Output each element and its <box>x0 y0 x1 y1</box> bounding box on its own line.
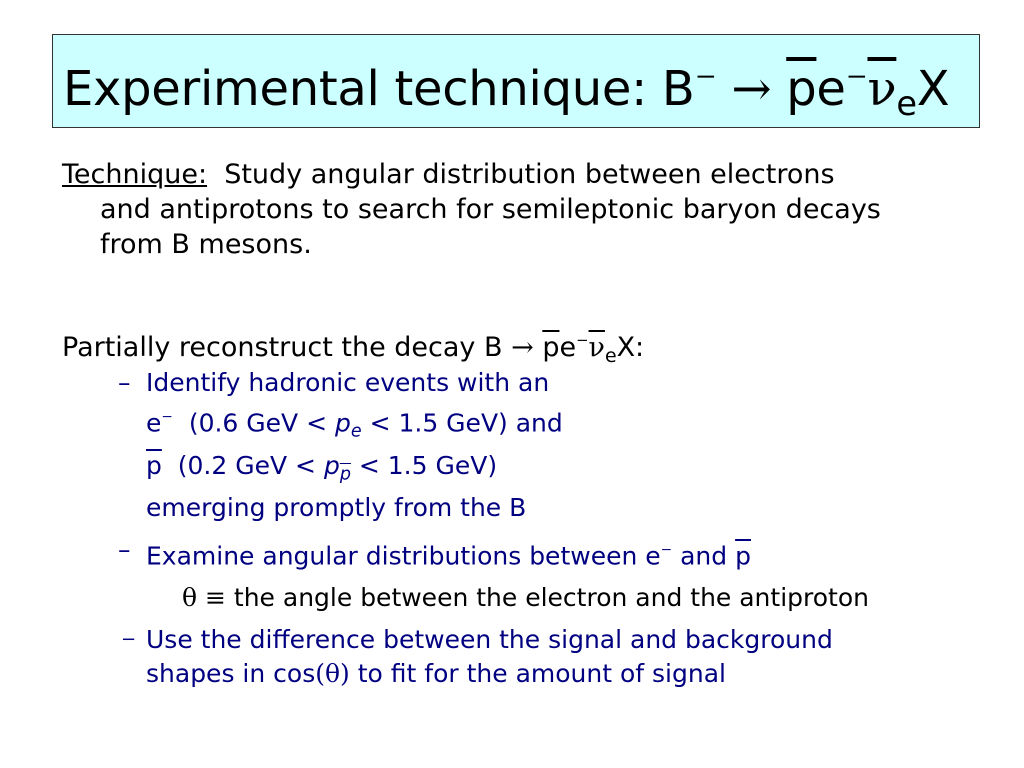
examine-minus: − <box>660 541 673 558</box>
sub-bullet-list <box>118 366 998 691</box>
bullet-identify-line-4: emerging promptly from the B <box>146 492 527 522</box>
bullet-dash: − <box>121 629 137 651</box>
antiproton-symbol: $\overline{p}$ <box>146 450 162 480</box>
electron-range-close: < 1.5 GeV) and <box>361 408 563 438</box>
momentum-symbol: p <box>334 408 351 438</box>
x-symbol: X <box>916 60 950 117</box>
reconstruct-neutrino-sub: e <box>604 344 617 367</box>
bullet-identify-line-1: Identify hadronic events with an <box>146 368 550 397</box>
theta-definition <box>118 581 998 615</box>
theta-symbol: (θ) <box>315 659 350 689</box>
bullet-dash: – <box>118 534 131 564</box>
reconstruct-arrow-icon: → <box>511 332 534 364</box>
reconstruct-tail: X: <box>616 332 645 364</box>
electron-minus: − <box>161 409 173 425</box>
antiproton-symbol: $\overline{p}$ <box>786 60 817 117</box>
technique-line-2: and antiprotons to search for semileptonic baryon decays <box>100 194 881 225</box>
title-prefix: Experimental technique: B <box>63 60 695 117</box>
difference-shapes-text: shapes in cos <box>146 659 316 689</box>
reconstruct-antiproton: $\overline{p}$ <box>542 332 560 364</box>
examine-antiproton: $\overline{p}$ <box>735 541 751 571</box>
electron-symbol: e <box>146 408 162 438</box>
bullet-difference <box>118 623 998 691</box>
bullet-identify-line-3 <box>146 449 998 491</box>
momentum-electron-sub: e <box>350 421 362 442</box>
antiproton-range-open: (0.2 GeV < <box>161 450 324 480</box>
examine-text: Examine angular distributions between e <box>146 541 661 571</box>
bullet-identify <box>118 366 998 525</box>
reconstruct-text: Partially reconstruct the decay B <box>62 332 512 364</box>
bullet-examine-text <box>146 533 998 573</box>
bullet-identify-line-2 <box>146 400 998 449</box>
reconstruct-electron: e <box>559 332 577 364</box>
reconstruct-minus: − <box>576 331 589 349</box>
difference-fit-text: to fit for the amount of signal <box>349 659 726 689</box>
electron-minus-superscript: − <box>845 61 868 92</box>
title-box <box>52 34 980 128</box>
slide-title <box>63 49 949 132</box>
theta-definition-text: the angle between the electron and the antiproton <box>233 583 869 613</box>
technique-line-3: from B mesons. <box>100 229 312 260</box>
neutrino-subscript: e <box>896 83 917 123</box>
theta-symbol: θ <box>182 583 198 613</box>
bullet-difference-line-1: Use the difference between the signal and background <box>146 625 833 655</box>
technique-paragraph <box>62 157 1020 262</box>
momentum-symbol: p <box>323 450 340 480</box>
minus-superscript: − <box>694 61 717 92</box>
momentum-antiproton-sub: p <box>339 463 351 484</box>
technique-label: Technique: <box>62 159 208 190</box>
arrow-icon: → <box>731 60 772 117</box>
antiproton-range-close: < 1.5 GeV) <box>350 450 498 480</box>
antineutrino-symbol: $\overline{\nu}$ <box>867 60 897 117</box>
electron-symbol: e <box>816 60 846 117</box>
bullet-difference-line-2 <box>146 657 998 691</box>
reconstruct-antineutrino: $\overline{\nu}$ <box>588 332 605 364</box>
technique-line-1: Study angular distribution between electrons <box>207 159 835 190</box>
electron-range-open: (0.6 GeV < <box>172 408 335 438</box>
bullet-dash: – <box>118 368 131 397</box>
bullet-examine <box>118 533 998 573</box>
equiv-symbol: ≡ <box>197 583 234 613</box>
examine-and: and <box>672 541 736 571</box>
